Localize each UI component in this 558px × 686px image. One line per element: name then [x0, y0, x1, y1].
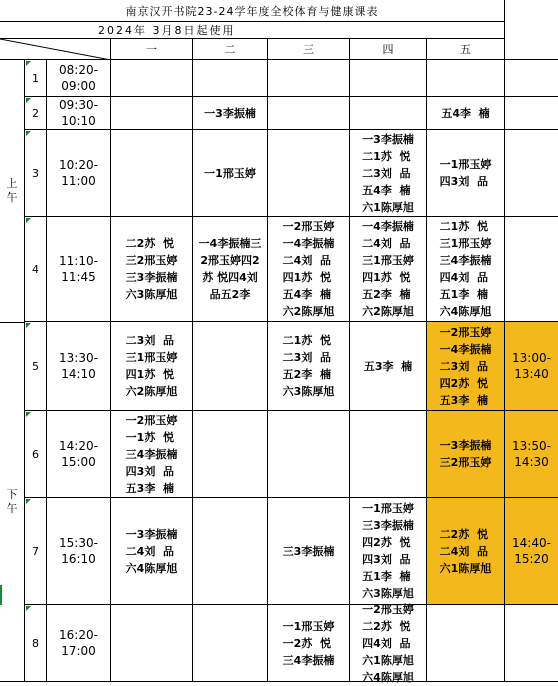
- schedule-cell-day1-period6: [111, 411, 193, 498]
- alt-time-slot-text: 13:00- 13:40: [512, 351, 551, 381]
- row-number: [25, 411, 47, 498]
- day-header-5: [427, 39, 505, 60]
- schedule-cell-day1-period5: [111, 322, 193, 411]
- schedule-cell-day4-period2: [350, 97, 427, 130]
- row-number-text: 7: [32, 544, 39, 558]
- schedule-cell-day3-period7-text: 三3李振楠: [282, 544, 335, 558]
- schedule-cell-day3-period5-text: 二1苏 悦 二3刘 品 五2李 楠 六3陈厚旭: [282, 334, 335, 398]
- schedule-cell-day2-period4: [193, 217, 268, 322]
- schedule-cell-day1-period4-text: 二2苏 悦 三2邢玉婷 三3李振楠 六3陈厚旭: [125, 237, 178, 301]
- row-number-text: 1: [32, 71, 39, 85]
- cell-marker: [26, 412, 31, 417]
- schedule-cell-day5-period4: [427, 217, 505, 322]
- schedule-cell-day4-period3: [350, 130, 427, 217]
- schedule-cell-day4-period5-text: 五3李 楠: [363, 359, 413, 373]
- schedule-cell-day4-period8-text: 一2邢玉婷 二2苏 悦 四4刘 品 六1陈厚旭 六4陈厚旭: [362, 602, 414, 684]
- row-number: [25, 130, 47, 217]
- schedule-cell-day5-period5: [427, 322, 505, 411]
- day-header-3: [268, 39, 350, 60]
- cell-marker: [26, 61, 31, 66]
- schedule-cell-day3-period8: [268, 605, 350, 682]
- schedule-cell-day4-period7: [350, 498, 427, 605]
- schedule-cell-day1-period7: [111, 498, 193, 605]
- time-slot-text: 14:20- 15:00: [59, 439, 98, 469]
- schedule-cell-day4-period7-text: 一1邢玉婷 三3李振楠 四2苏 悦 四3刘 品 五1李 楠 六3陈厚旭: [362, 502, 414, 600]
- schedule-cell-day5-period2: [427, 97, 505, 130]
- row-number: [25, 605, 47, 682]
- schedule-cell-day4-period4: [350, 217, 427, 322]
- time-slot: [47, 411, 111, 498]
- row-number: [25, 322, 47, 411]
- schedule-cell-day2-period3: [193, 130, 268, 217]
- time-slot: [47, 605, 111, 682]
- corner-diagonal-cell: [0, 39, 111, 60]
- schedule-cell-day1-period6-text: 一2邢玉婷 一1苏 悦 三4李振楠 四3刘 品 五3李 楠: [125, 413, 178, 495]
- time-slot: [47, 130, 111, 217]
- time-slot-text: 09:30- 10:10: [59, 98, 98, 128]
- schedule-cell-day1-period1: [111, 60, 193, 97]
- time-slot-text: 16:20- 17:00: [59, 628, 98, 658]
- schedule-cell-day4-period1: [350, 60, 427, 97]
- schedule-cell-day5-period3-text: 一1邢玉婷 四3刘 品: [439, 158, 492, 188]
- schedule-cell-day1-period3: [111, 130, 193, 217]
- schedule-cell-day4-period3-text: 一3李振楠 二1苏 悦 二3刘 品 五4李 楠 六1陈厚旭: [362, 132, 414, 214]
- day-header-4: [350, 39, 427, 60]
- time-slot: [47, 97, 111, 130]
- time-slot: [47, 60, 111, 97]
- schedule-cell-day3-period8-text: 一1邢玉婷 一2苏 悦 三4李振楠: [282, 619, 335, 667]
- cell-marker: [26, 218, 31, 223]
- day-header-1: [111, 39, 193, 60]
- row-number-text: 5: [32, 359, 39, 373]
- day-header-4-text: 四: [382, 43, 394, 56]
- alt-time-slot: [505, 97, 558, 130]
- schedule-cell-day3-period6: [268, 411, 350, 498]
- schedule-cell-day3-period5: [268, 322, 350, 411]
- schedule-cell-day2-period4-text: 一4李振楠三2邢玉婷四2苏 悦四4刘 品五2李: [198, 237, 262, 301]
- row-number: [25, 217, 47, 322]
- schedule-cell-day5-period6: [427, 411, 505, 498]
- afternoon-label: 下 午: [0, 322, 25, 682]
- schedule-cell-day4-period5: [350, 322, 427, 411]
- schedule-cell-day1-period7-text: 一3李振楠 二4刘 品 六4陈厚旭: [125, 527, 178, 575]
- schedule-cell-day3-period4: [268, 217, 350, 322]
- schedule-cell-day5-period7-text: 二2苏 悦 二4刘 品 六1陈厚旭: [439, 527, 492, 575]
- diagonal-line: [0, 39, 111, 60]
- alt-time-slot-text: 14:40- 15:20: [512, 536, 551, 566]
- time-slot-text: 13:30- 14:10: [59, 351, 98, 381]
- alt-time-slot: [505, 605, 558, 682]
- schedule-cell-day2-period3-text: 一1邢玉婷: [204, 166, 256, 180]
- row-number-text: 3: [32, 166, 39, 180]
- schedule-cell-day5-period1: [427, 60, 505, 97]
- schedule-cell-day3-period4-text: 一2邢玉婷 一4李振楠 二4刘 品 四1苏 悦 五4李 楠 六2陈厚旭: [282, 220, 335, 318]
- morning-label: 上 午: [0, 60, 25, 322]
- schedule-cell-day1-period2: [111, 97, 193, 130]
- schedule-cell-day3-period3: [268, 130, 350, 217]
- schedule-cell-day2-period7: [193, 498, 268, 605]
- schedule-cell-day3-period1: [268, 60, 350, 97]
- day-header-5-text: 五: [460, 43, 471, 56]
- row-number-text: 8: [32, 636, 39, 650]
- alt-time-slot: [505, 411, 558, 498]
- schedule-cell-day1-period8: [111, 605, 193, 682]
- schedule-cell-day2-period5: [193, 322, 268, 411]
- schedule-cell-day3-period2: [268, 97, 350, 130]
- schedule-cell-day5-period7: [427, 498, 505, 605]
- alt-time-slot: [505, 322, 558, 411]
- schedule-cell-day4-period8: [350, 602, 427, 684]
- schedule-cell-day1-period4: [111, 217, 193, 322]
- schedule-cell-day4-period6: [350, 411, 427, 498]
- time-slot-text: 11:10- 11:45: [59, 254, 98, 284]
- schedule-cell-day5-period8: [427, 605, 505, 682]
- table-title: 南京汉开书院23-24学年度全校体育与健康课表: [0, 0, 505, 22]
- cell-marker: [26, 606, 31, 611]
- edge-marker: [0, 585, 2, 605]
- schedule-cell-day5-period6-text: 一3李振楠 三2邢玉婷: [439, 439, 492, 469]
- schedule-cell-day5-period4-text: 二1苏 悦 三1邢玉婷 三4李振楠 四4刘 品 五1李 楠 六4陈厚旭: [439, 220, 492, 318]
- alt-time-slot: [505, 498, 558, 605]
- cell-marker: [26, 98, 31, 103]
- alt-time-slot: [505, 60, 558, 97]
- time-slot: [47, 498, 111, 605]
- schedule-cell-day2-period2: [193, 97, 268, 130]
- time-slot-text: 08:20- 09:00: [59, 63, 98, 93]
- day-header-3-text: 三: [303, 43, 314, 56]
- time-slot: [47, 217, 111, 322]
- day-header-1-text: 一: [146, 43, 157, 56]
- row-number-text: 4: [32, 262, 39, 276]
- schedule-cell-day4-period4-text: 一4李振楠 二4刘 品 三1邢玉婷 四1苏 悦 五2李 楠 六2陈厚旭: [362, 220, 414, 318]
- schedule-cell-day2-period1: [193, 60, 268, 97]
- alt-time-slot: [505, 130, 558, 217]
- time-slot: [47, 322, 111, 411]
- schedule-cell-day2-period6: [193, 411, 268, 498]
- row-number-text: 2: [32, 106, 39, 120]
- schedule-cell-day5-period5-text: 一2邢玉婷 一4李振楠 二3刘 品 四2苏 悦 五3李 楠: [439, 325, 492, 407]
- time-slot-text: 10:20- 11:00: [59, 158, 98, 188]
- alt-time-slot: [505, 217, 558, 322]
- cell-marker: [26, 499, 31, 504]
- extra-header-cell: [505, 39, 558, 60]
- table-subtitle: 2024年 3月8日起使用: [0, 22, 505, 39]
- row-number-text: 6: [32, 447, 39, 461]
- cell-marker: [26, 323, 31, 328]
- day-header-2-text: 二: [224, 43, 236, 56]
- schedule-cell-day5-period2-text: 五4李 楠: [441, 106, 490, 120]
- time-slot-text: 15:30- 16:10: [59, 536, 98, 566]
- schedule-cell-day3-period7: [268, 498, 350, 605]
- schedule-cell-day2-period8: [193, 605, 268, 682]
- day-header-2: [193, 39, 268, 60]
- cell-marker: [26, 131, 31, 136]
- schedule-cell-day5-period3: [427, 130, 505, 217]
- schedule-cell-day2-period2-text: 一3李振楠: [204, 106, 256, 120]
- schedule-cell-day1-period5-text: 二3刘 品 三1邢玉婷 四1苏 悦 六2陈厚旭: [125, 334, 178, 398]
- row-number: [25, 498, 47, 605]
- alt-time-slot-text: 13:50- 14:30: [512, 439, 551, 469]
